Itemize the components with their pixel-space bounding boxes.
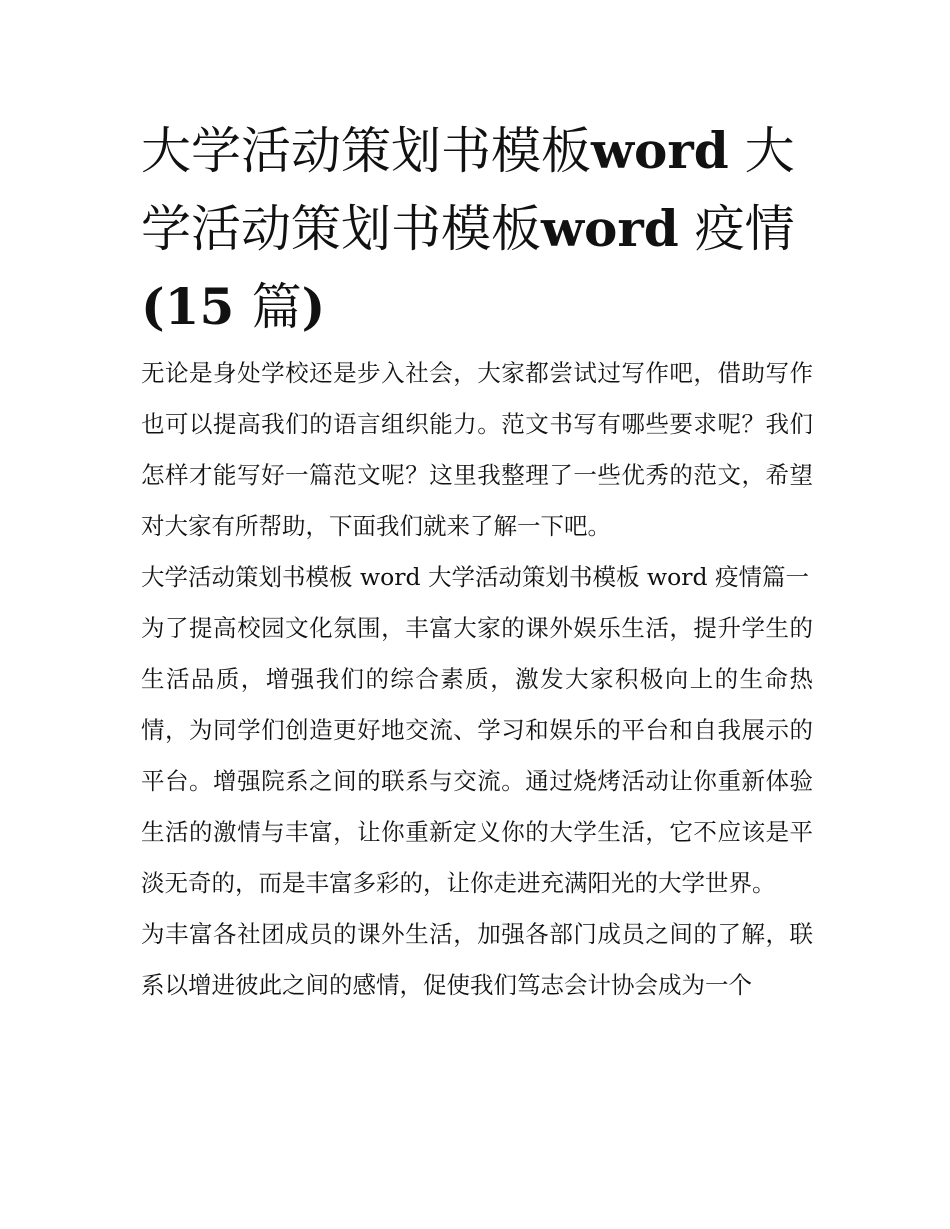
title-part: 大学活动策划书模板 bbox=[141, 122, 795, 258]
body-paragraph: 为丰富各社团成员的课外生活，加强各部门成员之间的了解，联系以增进彼此之间的感情，促使我们笃志会计协会成为一个 bbox=[141, 920, 813, 999]
title-part: word bbox=[541, 199, 679, 258]
title-part: word bbox=[591, 121, 729, 180]
intro-paragraph: 无论是身处学校还是步入社会，大家都尝试过写作吧，借助写作也可以提高我们的语言组织能力。范文书写有哪些要求呢？我们怎样才能写好一篇范文呢？这里我整理了一些优秀的范文，希望对大家有所帮助，下面我们就来了解一下吧。 bbox=[141, 359, 813, 540]
document-title bbox=[141, 112, 813, 346]
title-part: ) bbox=[301, 277, 326, 336]
body-paragraph: 为了提高校园文化氛围，丰富大家的课外娱乐生活，提升学生的生活品质，增强我们的综合素质，激发大家积极向上的生命热情，为同学们创造更好地交流、学习和娱乐的平台和自我展示的平台。增强院系之间的联系与交流。通过烧烤活动让你重新体验生活的激情与丰富，让你重新定义你的大学生活，它不应该是平淡无奇的，而是丰富多彩的，让你走进充满阳光的大学世界。 bbox=[141, 614, 813, 897]
title-part: 大学活动策划书模板 bbox=[141, 122, 591, 180]
title-part: 篇 bbox=[251, 278, 302, 336]
title-part: (15 bbox=[141, 277, 252, 336]
title-part: 疫情 bbox=[678, 200, 795, 258]
section-heading: 大学活动策划书模板 word 大学活动策划书模板 word 疫情篇一 bbox=[141, 563, 809, 591]
document-content bbox=[141, 112, 813, 1011]
